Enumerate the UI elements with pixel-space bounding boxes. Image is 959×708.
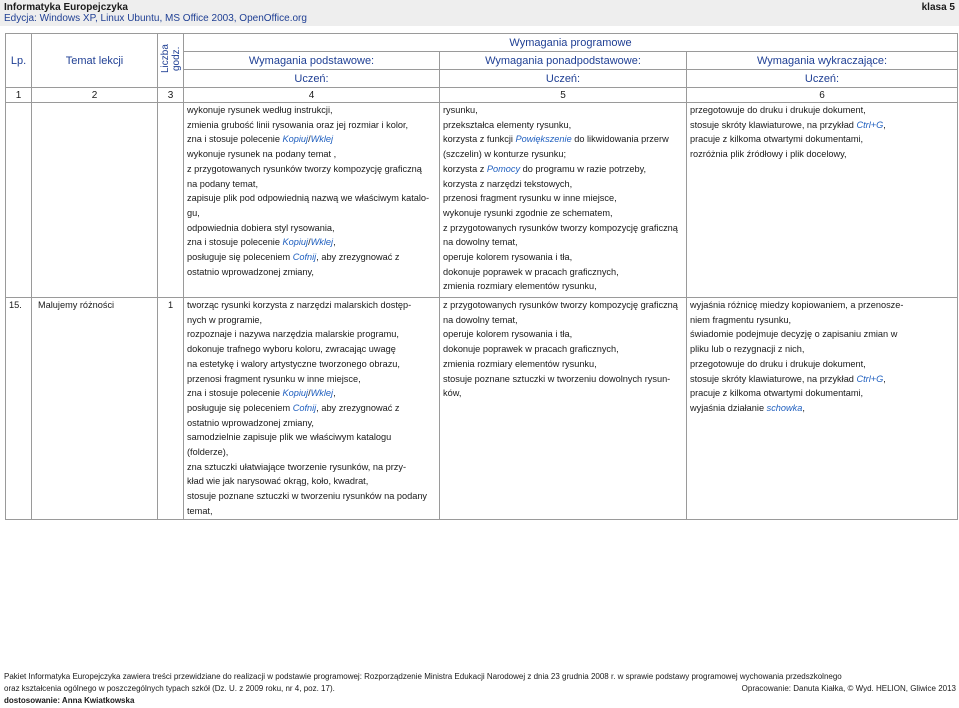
requirement-line: zna i stosuje polecenie Kopiuj/Wklej <box>187 134 334 145</box>
requirement-line: operuje kolorem rysowania i tła, <box>443 252 573 263</box>
footer-line-3: dostosowanie: Anna Kwiatkowska <box>4 696 135 705</box>
requirement-line: temat, <box>187 505 213 516</box>
advanced-header: Wymagania wykraczające: <box>687 52 958 70</box>
hours-cell <box>158 103 184 298</box>
requirement-line: gu, <box>187 207 200 218</box>
topic-cell <box>32 103 158 298</box>
requirement-line: przegotowuje do druku i drukuje dokument, <box>690 105 866 115</box>
requirement-line: samodzielnie zapisuje plik we właściwym katalogu <box>187 432 392 443</box>
requirement-line: pracuje z kilkoma otwartymi dokumentami, <box>690 388 864 399</box>
requirement-line: zna i stosuje polecenie Kopiuj/Wklej, <box>187 388 336 399</box>
requirement-line: wyjaśnia działanie schowka, <box>690 402 805 413</box>
requirement-line: nych w programie, <box>187 314 263 325</box>
col-number: 1 <box>6 88 32 103</box>
requirement-line: rysunku, <box>443 105 478 115</box>
requirement-line: odpowiednia dobiera styl rysowania, <box>187 222 335 233</box>
requirement-line: wyjaśnia różnicę miedzy kopiowaniem, a przenosze- <box>690 300 904 310</box>
requirements-table <box>5 33 958 520</box>
lp-cell: 15. <box>6 298 32 520</box>
requirement-line: zna sztuczki ułatwiające tworzenie rysunków, na przy- <box>187 461 407 472</box>
requirement-line: świadomie podejmuje decyzję o zapisaniu zmian w <box>690 329 898 340</box>
requirement-line: zmienia rozmiary elementów rysunku, <box>443 281 597 292</box>
col-number: 2 <box>32 88 158 103</box>
requirement-line: tworząc rysunki korzysta z narzędzi malarskich dostęp- <box>187 300 412 310</box>
requirement-line: ków, <box>443 388 462 399</box>
requirement-line: wykonuje rysunki zgodnie ze schematem, <box>443 207 613 218</box>
requirement-line: przenosi fragment rysunku w inne miejsce, <box>443 193 617 204</box>
requirement-line: dokonuje poprawek w pracach graficznych, <box>443 266 619 277</box>
requirement-line: przekształca elementy rysunku, <box>443 119 572 130</box>
col-number: 3 <box>158 88 184 103</box>
class-label: klasa 5 <box>921 2 955 13</box>
programmatic-header: Wymagania programowe <box>184 34 958 52</box>
footer-line-2: oraz kształcenia ogólnego w poszczególnych typach szkół (Dz. U. z 2009 roku, nr 4, poz. 17). <box>4 684 335 693</box>
requirement-line: przegotowuje do druku i drukuje dokument, <box>690 358 866 369</box>
requirement-line: z przygotowanych rysunków tworzy kompozycję graficzną <box>187 163 422 174</box>
hours-cell: 1 <box>158 298 184 520</box>
requirement-line: na estetykę i walory artystyczne tworzonego obrazu, <box>187 358 400 369</box>
advanced-requirements-cell <box>687 103 958 298</box>
requirement-line: pracuje z kilkoma otwartymi dokumentami, <box>690 134 864 145</box>
requirement-line: rozpoznaje i nazywa narzędzia malarskie programu, <box>187 329 399 340</box>
requirement-line: zna i stosuje polecenie Kopiuj/Wklej, <box>187 237 336 248</box>
requirement-line: (szczelin) w konturze rysunku; <box>443 149 567 160</box>
requirement-line: wykonuje rysunek według instrukcji, <box>187 105 333 115</box>
requirement-line: zmienia rozmiary elementów rysunku, <box>443 358 597 369</box>
requirement-line: korzysta z narzędzi tekstowych, <box>443 178 573 189</box>
requirement-line: posługuje się poleceniem Cofnij, aby zrezygnować z <box>187 252 400 263</box>
extended-requirements-cell <box>440 103 687 298</box>
basic-header: Wymagania podstawowe: <box>184 52 440 70</box>
requirement-line: stosuje skróty klawiaturowe, na przykład Ctrl+G, <box>690 373 886 384</box>
extended-requirements-cell <box>440 298 687 520</box>
student-header: Uczeń: <box>440 70 687 88</box>
lp-cell <box>6 103 32 298</box>
basic-requirements-cell <box>184 298 440 520</box>
requirement-line: kład wie jak narysować okrąg, koło, kwadrat, <box>187 476 369 487</box>
requirement-line: wykonuje rysunek na podany temat , <box>187 149 337 160</box>
topic-cell: Malujemy różności <box>32 298 158 520</box>
document-title: Informatyka Europejczyka <box>4 2 128 13</box>
table-row-continued <box>6 103 958 298</box>
requirement-line: ostatnio wprowadzonej zmiany, <box>187 266 314 277</box>
requirement-line: przenosi fragment rysunku w inne miejsce, <box>187 373 361 384</box>
hours-header <box>158 34 184 88</box>
column-numbers-row <box>6 88 958 103</box>
requirement-line: zapisuje plik pod odpowiednią nazwą we właściwym katalo- <box>187 193 430 204</box>
advanced-requirements-cell <box>687 298 958 520</box>
footer-line-1: Pakiet Informatyka Europejczyka zawiera treści przewidziane do realizacji w podstawie programowej: Rozporządzenie Ministra Edukacji Narodowej z dnia 23 grudnia 2008 r. w sprawie podstawy programowej wychowania przedszkolnego <box>4 672 842 681</box>
student-header: Uczeń: <box>687 70 958 88</box>
requirement-line: z przygotowanych rysunków tworzy kompozycję graficzną <box>443 222 678 233</box>
requirement-line: korzysta z Pomocy do programu w razie potrzeby, <box>443 163 647 174</box>
lp-header: Lp. <box>6 34 32 88</box>
requirement-line: stosuje poznane sztuczki w tworzeniu dowolnych rysun- <box>443 373 671 384</box>
col-number: 4 <box>184 88 440 103</box>
requirement-line: stosuje poznane sztuczki w tworzeniu rysunków na podany <box>187 491 428 502</box>
requirement-line: rozróżnia plik źródłowy i plik docelowy, <box>690 149 847 160</box>
col-number: 5 <box>440 88 687 103</box>
student-header: Uczeń: <box>184 70 440 88</box>
requirement-line: niem fragmentu rysunku, <box>690 314 792 325</box>
extended-header: Wymagania ponadpodstawowe: <box>440 52 687 70</box>
requirement-line: dokonuje trafnego wyboru koloru, zwracając uwagę <box>187 344 396 355</box>
hours-header-text: Liczba godz. <box>159 43 182 73</box>
requirement-line: na dowolny temat, <box>443 237 518 248</box>
requirement-line: na podany temat, <box>187 178 258 189</box>
requirement-line: korzysta z funkcji Powiększenie do likwidowania przerw <box>443 134 669 145</box>
requirement-line: na dowolny temat, <box>443 314 518 325</box>
table-row-15 <box>6 298 958 520</box>
requirement-line: ostatnio wprowadzonej zmiany, <box>187 417 314 428</box>
requirement-line: (folderze), <box>187 447 229 458</box>
requirement-line: stosuje skróty klawiaturowe, na przykład Ctrl+G, <box>690 119 886 130</box>
col-number: 6 <box>687 88 958 103</box>
footer-credits: Opracowanie: Danuta Kiałka, © Wyd. HELION, Gliwice 2013 <box>741 684 956 693</box>
topic-header: Temat lekcji <box>32 34 158 88</box>
basic-requirements-cell <box>184 103 440 298</box>
edition-label: Edycja: Windows XP, Linux Ubuntu, MS Office 2003, OpenOffice.org <box>4 13 307 24</box>
requirement-line: operuje kolorem rysowania i tła, <box>443 329 573 340</box>
page-header <box>0 0 959 26</box>
requirement-line: pliku lub o rezygnacji z nich, <box>690 344 805 355</box>
requirement-line: z przygotowanych rysunków tworzy kompozycję graficzną <box>443 300 678 310</box>
requirement-line: dokonuje poprawek w pracach graficznych, <box>443 344 619 355</box>
requirement-line: posługuje się poleceniem Cofnij, aby zrezygnować z <box>187 402 400 413</box>
requirement-line: zmienia grubość linii rysowania oraz jej rozmiar i kolor, <box>187 119 409 130</box>
